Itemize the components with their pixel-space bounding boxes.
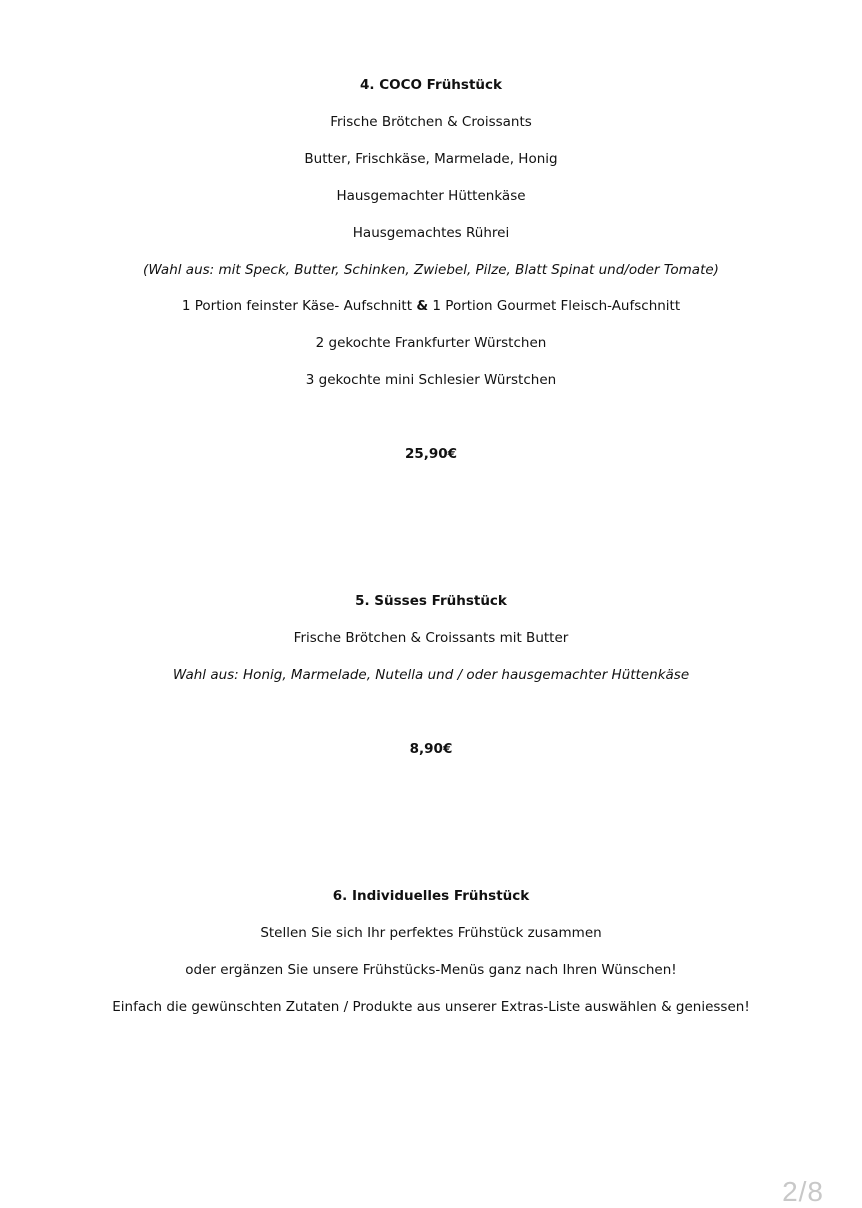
portion-amp: &: [416, 298, 429, 314]
portion-line: [0, 297, 862, 315]
menu-item: 3 gekochte mini Schlesier Würstchen: [305, 372, 557, 388]
menu-item: Stellen Sie sich Ihr perfektes Frühstück zusammen: [260, 925, 602, 941]
page-number: 2/8: [782, 1176, 824, 1207]
section-title-suesses: 5. Süsses Frühstück: [355, 593, 507, 609]
menu-item: oder ergänzen Sie unsere Frühstücks-Menüs ganz nach Ihren Wünschen!: [185, 962, 677, 978]
section-title-individuell: 6. Individuelles Frühstück: [332, 888, 530, 904]
menu-item-options: Wahl aus: Honig, Marmelade, Nutella und / oder hausgemachter Hüttenkäse: [172, 667, 690, 683]
section-title-coco: 4. COCO Frühstück: [359, 77, 502, 93]
price-suesses: 8,90€: [409, 741, 453, 757]
price-coco: 25,90€: [404, 446, 458, 462]
menu-item: Frische Brötchen & Croissants mit Butter: [293, 630, 569, 646]
menu-item: Frische Brötchen & Croissants: [330, 114, 532, 130]
menu-item: Butter, Frischkäse, Marmelade, Honig: [304, 151, 558, 167]
menu-item-options: (Wahl aus: mit Speck, Butter, Schinken, Zwiebel, Pilze, Blatt Spinat und/oder Tomate): [143, 262, 719, 278]
menu-item: Hausgemachtes Rührei: [352, 225, 510, 241]
menu-item: Hausgemachter Hüttenkäse: [336, 188, 526, 204]
portion-cheese: 1 Portion feinster Käse- Aufschnitt: [181, 298, 413, 314]
menu-item: 2 gekochte Frankfurter Würstchen: [315, 335, 547, 351]
portion-meat: 1 Portion Gourmet Fleisch-Aufschnitt: [432, 298, 681, 314]
menu-item: Einfach die gewünschten Zutaten / Produkte aus unserer Extras-Liste auswählen & geniessen!: [112, 999, 750, 1015]
